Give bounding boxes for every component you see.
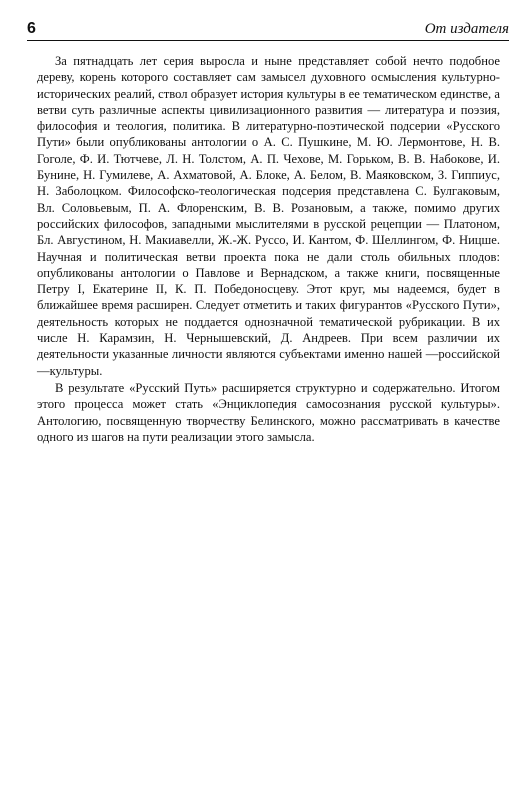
page-number: 6: [27, 20, 36, 37]
body-text: [37, 53, 500, 445]
section-title: От издателя: [424, 21, 509, 37]
running-header: [27, 18, 509, 41]
paragraph-2: В результате «Русский Путь» расширяется структурно и содержательно. Итогом этого процесса может стать «Энциклопедия самосознания русской культуры». Антологию, посвященную творчеству Белинского, можно рассматривать в качестве одного из шагов на пути реализации этого замысла.: [37, 380, 500, 444]
paragraph-1: За пятнадцать лет серия выросла и ныне представляет собой нечто подобное дереву, корень которого составляет сам замысел духовного осмысления культурно-исторических реалий, ствол образует история культуры в ее тематическом единстве, а ветви суть различные аспекты цивилизационного развития — литература и поэзия, философия и теология, политика. В литературно-поэтической подсерии «Русского Пути» были опубликованы антологии о А. С. Пушкине, М. Ю. Лермонтове, Н. В. Гоголе, Ф. И. Тютчеве, Л. Н. Толстом, А. П. Чехове, М. Горьком, В. В. Набокове, И. Бунине, Н. Гумилеве, А. Ахматовой, А. Блоке, А. Белом, В. Маяковском, З. Гиппиус, Н. Заболоцком. Философско-теологическая подсерия представлена С. Булгаковым, Вл. Соловьевым, П. А. Флоренским, В. В. Розановым, а также, помимо других российских философов, западными мыслителями в русской рецепции — Платоном, Бл. Августином, Н. Макиавелли, Ж.-Ж. Руссо, И. Кантом, Ф. Шеллингом, Ф. Ницше. Научная и политическая ветви проекта пока не дали столь обильных плодов: опубликованы антологии о Павлове и Вернадском, а также книги, посвященные Петру I, Екатерине II, К. П. Победоносцеву. Этот круг, мы надеемся, будет в ближайшее время расширен. Следует отметить и таких фигурантов «Русского Пути», деятельность которых не поддается однозначной тематической рубрикации. В их числе Н. Карамзин, Н. Чернышевский, Д. Андреев. При всем различии их деятельности указанные личности являются субъектами именно нашей —российской —культуры.: [37, 54, 500, 378]
